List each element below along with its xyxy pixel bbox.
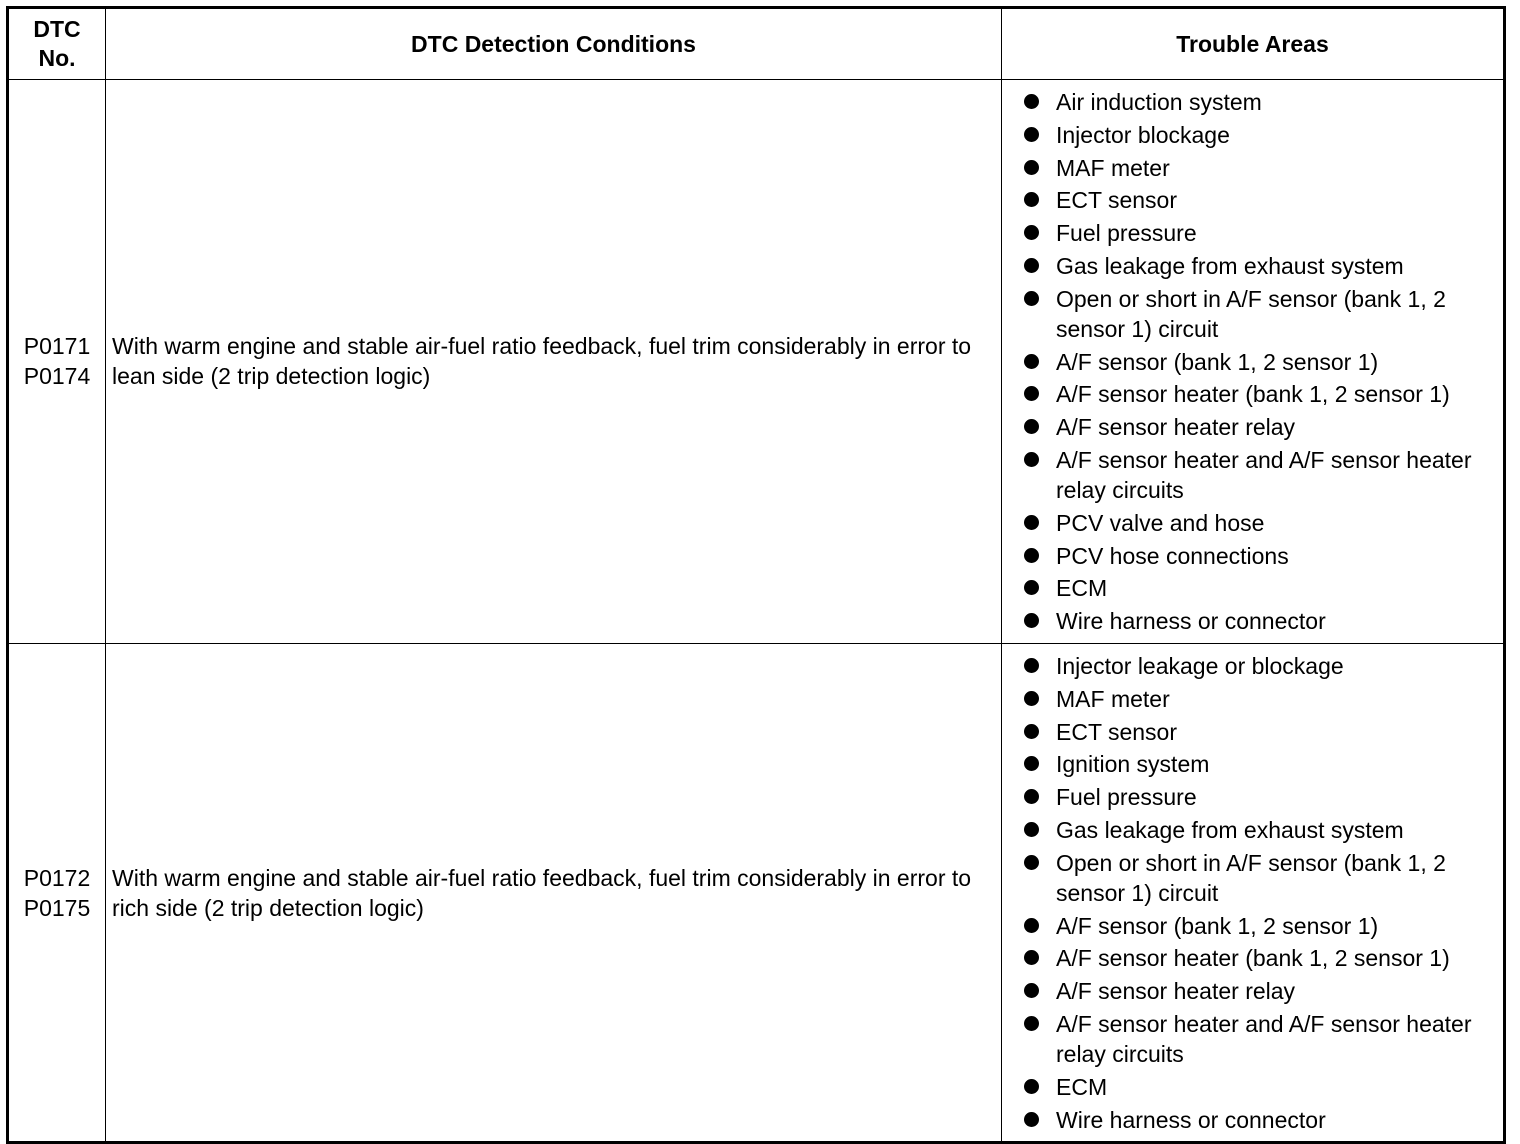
bullet-icon bbox=[1024, 127, 1039, 142]
trouble-area-text: Open or short in A/F sensor (bank 1, 2 sensor 1) circuit bbox=[1056, 285, 1446, 342]
trouble-area-item bbox=[1024, 943, 1497, 973]
trouble-area-text: Wire harness or connector bbox=[1056, 1106, 1326, 1133]
trouble-area-item bbox=[1024, 347, 1497, 377]
bullet-icon bbox=[1024, 822, 1039, 837]
trouble-area-text: Injector leakage or blockage bbox=[1056, 652, 1344, 679]
trouble-area-item bbox=[1024, 185, 1497, 215]
dtc-code: P0175 bbox=[23, 894, 91, 921]
bullet-icon bbox=[1024, 1112, 1039, 1127]
bullet-icon bbox=[1024, 1079, 1039, 1094]
bullet-icon bbox=[1024, 452, 1039, 467]
trouble-areas-cell bbox=[1002, 80, 1505, 644]
trouble-areas-list bbox=[1024, 651, 1497, 1135]
trouble-area-item bbox=[1024, 606, 1497, 636]
trouble-area-item bbox=[1024, 848, 1497, 908]
trouble-area-text: Open or short in A/F sensor (bank 1, 2 sensor 1) circuit bbox=[1056, 849, 1446, 906]
trouble-area-item bbox=[1024, 153, 1497, 183]
bullet-icon bbox=[1024, 94, 1039, 109]
bullet-icon bbox=[1024, 950, 1039, 965]
trouble-area-item bbox=[1024, 1105, 1497, 1135]
bullet-icon bbox=[1024, 855, 1039, 870]
trouble-area-item bbox=[1024, 508, 1497, 538]
header-detection-conditions: DTC Detection Conditions bbox=[106, 8, 1002, 80]
trouble-area-text: PCV valve and hose bbox=[1056, 509, 1265, 536]
trouble-area-text: A/F sensor (bank 1, 2 sensor 1) bbox=[1056, 912, 1379, 939]
bullet-icon bbox=[1024, 291, 1039, 306]
bullet-icon bbox=[1024, 354, 1039, 369]
trouble-area-text: Injector blockage bbox=[1056, 121, 1230, 148]
bullet-icon bbox=[1024, 386, 1039, 401]
trouble-area-text: A/F sensor heater (bank 1, 2 sensor 1) bbox=[1056, 945, 1450, 972]
dtc-code: P0172 bbox=[23, 864, 91, 891]
trouble-area-item bbox=[1024, 815, 1497, 845]
trouble-areas-cell bbox=[1002, 643, 1505, 1142]
detection-condition: With warm engine and stable air-fuel ratio feedback, fuel trim considerably in error to lean side (2 trip detection logic) bbox=[106, 80, 1002, 644]
trouble-area-text: MAF meter bbox=[1056, 154, 1170, 181]
trouble-area-text: Ignition system bbox=[1056, 751, 1210, 778]
bullet-icon bbox=[1024, 691, 1039, 706]
trouble-area-text: Fuel pressure bbox=[1056, 220, 1197, 247]
bullet-icon bbox=[1024, 613, 1039, 628]
header-dtc-no: DTC No. bbox=[8, 8, 106, 80]
dtc-code-cell bbox=[8, 643, 106, 1142]
trouble-area-item bbox=[1024, 573, 1497, 603]
bullet-icon bbox=[1024, 419, 1039, 434]
trouble-area-text: A/F sensor heater relay bbox=[1056, 978, 1296, 1005]
trouble-area-item bbox=[1024, 717, 1497, 747]
bullet-icon bbox=[1024, 658, 1039, 673]
trouble-area-text: A/F sensor heater and A/F sensor heater relay circuits bbox=[1056, 446, 1472, 503]
trouble-area-item bbox=[1024, 782, 1497, 812]
trouble-area-item bbox=[1024, 1072, 1497, 1102]
bullet-icon bbox=[1024, 756, 1039, 771]
trouble-area-item bbox=[1024, 251, 1497, 281]
bullet-icon bbox=[1024, 724, 1039, 739]
trouble-area-text: MAF meter bbox=[1056, 685, 1170, 712]
trouble-area-text: A/F sensor heater and A/F sensor heater relay circuits bbox=[1056, 1010, 1472, 1067]
trouble-area-text: Fuel pressure bbox=[1056, 784, 1197, 811]
header-row bbox=[8, 8, 1505, 80]
header-trouble-areas: Trouble Areas bbox=[1002, 8, 1505, 80]
trouble-area-item bbox=[1024, 976, 1497, 1006]
detection-condition: With warm engine and stable air-fuel ratio feedback, fuel trim considerably in error to rich side (2 trip detection logic) bbox=[106, 643, 1002, 1142]
trouble-area-item bbox=[1024, 749, 1497, 779]
trouble-area-item bbox=[1024, 911, 1497, 941]
trouble-area-text: Gas leakage from exhaust system bbox=[1056, 252, 1404, 279]
trouble-area-item bbox=[1024, 684, 1497, 714]
bullet-icon bbox=[1024, 160, 1039, 175]
bullet-icon bbox=[1024, 548, 1039, 563]
bullet-icon bbox=[1024, 918, 1039, 933]
trouble-area-text: A/F sensor (bank 1, 2 sensor 1) bbox=[1056, 348, 1379, 375]
bullet-icon bbox=[1024, 515, 1039, 530]
trouble-area-text: Wire harness or connector bbox=[1056, 608, 1326, 635]
bullet-icon bbox=[1024, 1016, 1039, 1031]
trouble-area-item bbox=[1024, 1009, 1497, 1069]
dtc-code: P0174 bbox=[23, 363, 91, 390]
trouble-area-item bbox=[1024, 445, 1497, 505]
trouble-area-text: A/F sensor heater relay bbox=[1056, 414, 1296, 441]
bullet-icon bbox=[1024, 225, 1039, 240]
dtc-table bbox=[6, 6, 1506, 1144]
table-row bbox=[8, 80, 1505, 644]
trouble-area-item bbox=[1024, 412, 1497, 442]
table-row bbox=[8, 643, 1505, 1142]
bullet-icon bbox=[1024, 580, 1039, 595]
bullet-icon bbox=[1024, 789, 1039, 804]
trouble-area-item bbox=[1024, 218, 1497, 248]
dtc-code: P0171 bbox=[23, 333, 91, 360]
trouble-area-item bbox=[1024, 284, 1497, 344]
trouble-area-text: ECM bbox=[1056, 575, 1108, 602]
bullet-icon bbox=[1024, 258, 1039, 273]
trouble-area-text: Air induction system bbox=[1056, 89, 1262, 115]
trouble-area-text: ECT sensor bbox=[1056, 187, 1178, 214]
bullet-icon bbox=[1024, 192, 1039, 207]
bullet-icon bbox=[1024, 983, 1039, 998]
trouble-areas-list bbox=[1024, 87, 1497, 636]
trouble-area-item bbox=[1024, 379, 1497, 409]
trouble-area-item bbox=[1024, 120, 1497, 150]
trouble-area-item bbox=[1024, 651, 1497, 681]
trouble-area-item bbox=[1024, 541, 1497, 571]
trouble-area-text: A/F sensor heater (bank 1, 2 sensor 1) bbox=[1056, 381, 1450, 408]
dtc-code-cell bbox=[8, 80, 106, 644]
trouble-area-text: ECT sensor bbox=[1056, 718, 1178, 745]
trouble-area-text: ECM bbox=[1056, 1073, 1108, 1100]
trouble-area-text: Gas leakage from exhaust system bbox=[1056, 816, 1404, 843]
trouble-area-text: PCV hose connections bbox=[1056, 542, 1289, 569]
trouble-area-item bbox=[1024, 87, 1497, 117]
